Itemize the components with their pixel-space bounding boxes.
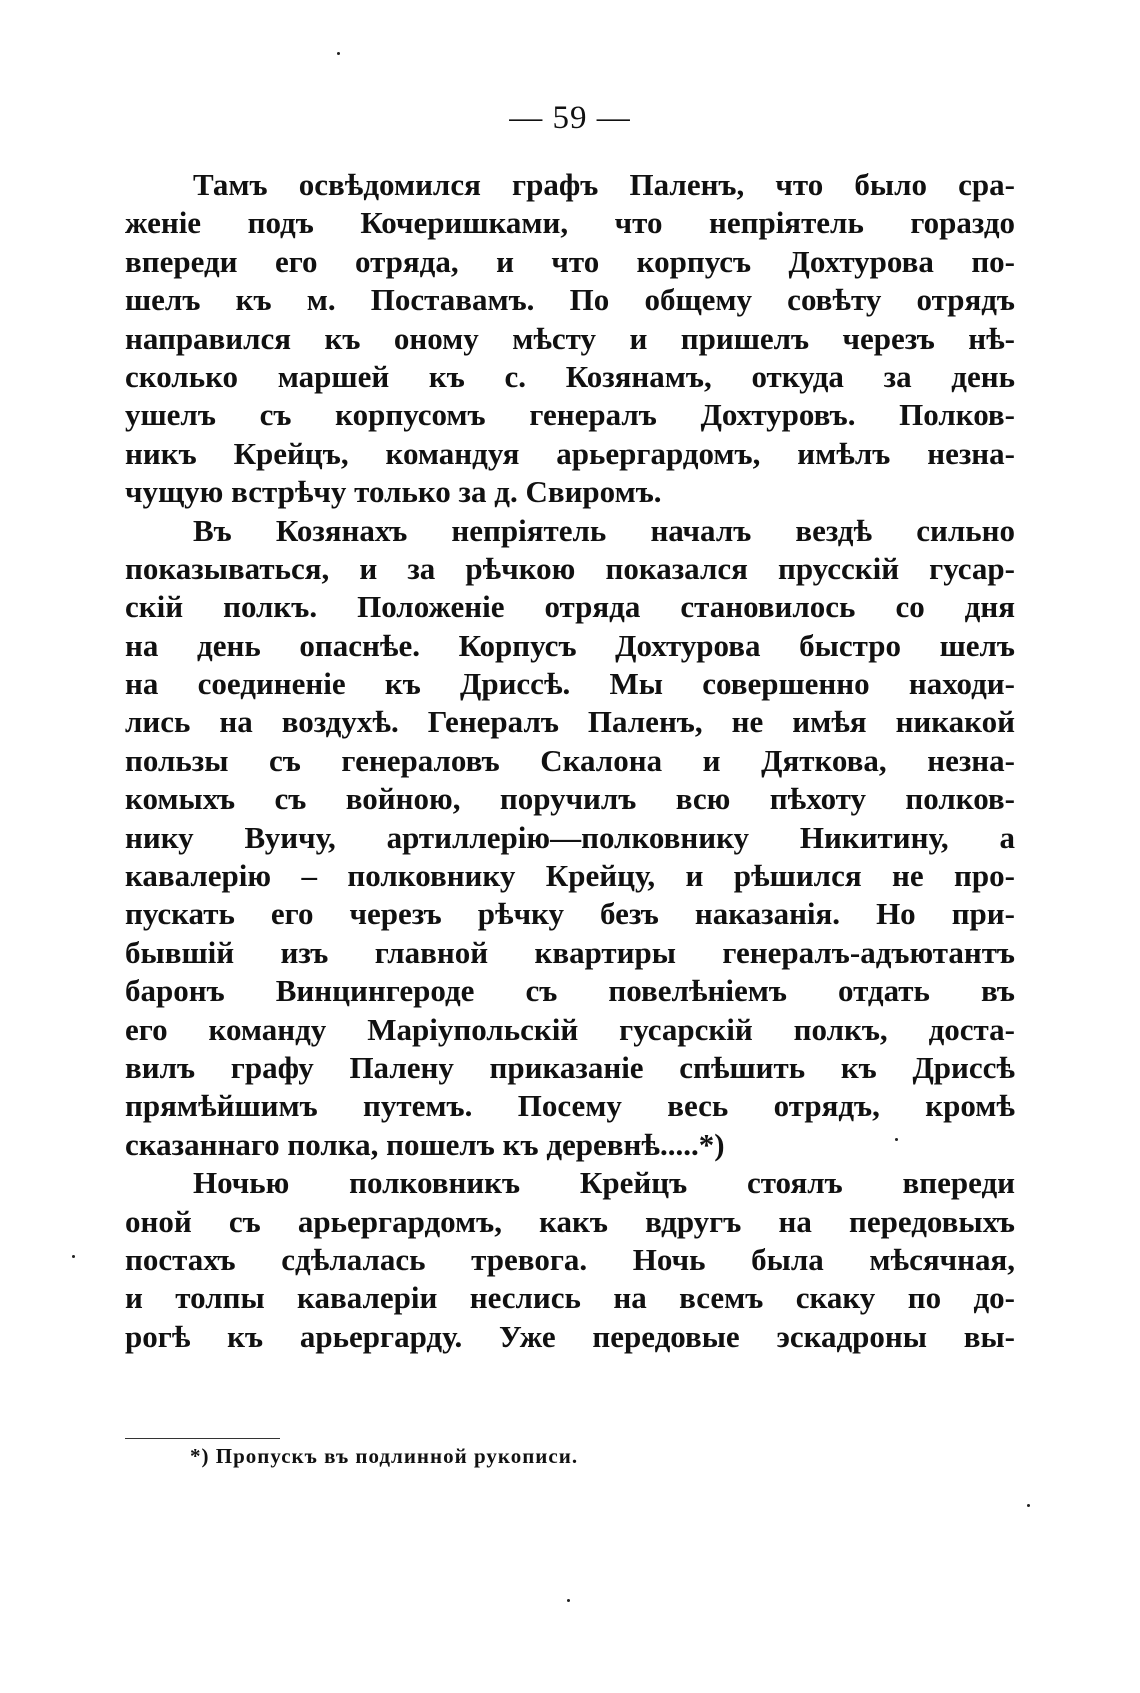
text-line: ушелъ съ корпусомъ генералъ Дохтуровъ. Полков- — [125, 397, 1015, 433]
text-line: баронъ Винцингероде съ повелѣніемъ отдать въ — [125, 973, 1015, 1009]
text-line: чущую встрѣчу только за д. Свиромъ. — [125, 474, 662, 510]
text-line: на день опаснѣе. Корпусъ Дохтурова быстро шелъ — [125, 627, 1015, 663]
text-line: постахъ сдѣлалась тревога. Ночь была мѣсячная, — [125, 1241, 1015, 1277]
footnote-divider — [125, 1438, 280, 1439]
text-line: скій полкъ. Положеніе отряда становилось со дня — [125, 589, 1015, 625]
text-line: сказаннаго полка, пошелъ къ деревнѣ.....*) — [125, 1126, 725, 1162]
footnote: *) Пропускъ въ подлинной рукописи. — [190, 1444, 579, 1468]
text-line: комыхъ съ войною, поручилъ всю пѣхоту полков- — [125, 781, 1015, 817]
text-line: прямѣйшимъ путемъ. Посему весь отрядъ, кромѣ — [125, 1088, 1015, 1124]
text-line: кавалерію – полковнику Крейцу, и рѣшился не про- — [125, 858, 1015, 894]
text-line: Ночью полковникъ Крейцъ стоялъ впереди — [193, 1165, 1015, 1201]
text-line: Тамъ освѣдомился графъ Паленъ, что было сра- — [193, 167, 1015, 202]
text-line: рогѣ къ арьергарду. Уже передовые эскадроны вы- — [125, 1318, 1015, 1354]
text-line: оной съ арьергардомъ, какъ вдругъ на передовыхъ — [125, 1203, 1015, 1239]
paper-speck — [1027, 1504, 1030, 1507]
text-line: никъ Крейцъ, командуя арьергардомъ, имѣлъ незна- — [125, 435, 1015, 471]
text-line: его команду Маріупольскій гусарскій полкъ, доста- — [125, 1011, 1015, 1047]
text-line: на соединеніе къ Дриссѣ. Мы совершенно находи- — [125, 666, 1015, 702]
text-line: пользы съ генераловъ Скалона и Дяткова, незна- — [125, 742, 1015, 778]
text-line: женіе подъ Кочеришками, что непріятель гораздо — [125, 205, 1015, 241]
text-line: пускать его черезъ рѣчку безъ наказанія. Но при- — [125, 896, 1015, 932]
text-line: шелъ къ м. Поставамъ. По общему совѣту отрядъ — [125, 282, 1015, 318]
text-line: нику Вуичу, артиллерію—полковнику Никитину, а — [125, 819, 1015, 855]
text-line: впереди его отряда, и что корпусъ Дохтурова по- — [125, 243, 1015, 279]
paper-speck — [567, 1599, 570, 1602]
paper-speck — [72, 1255, 75, 1258]
text-line: лись на воздухѣ. Генералъ Паленъ, не имѣя никакой — [125, 704, 1015, 740]
text-line: сколько маршей къ с. Козянамъ, откуда за день — [125, 358, 1015, 394]
body-text — [125, 166, 1015, 1356]
text-line: вилъ графу Палену приказаніе спѣшить къ Дриссѣ — [125, 1049, 1015, 1085]
text-line: и толпы кавалеріи неслись на всемъ скаку по до- — [125, 1280, 1015, 1316]
paper-speck — [337, 52, 340, 55]
text-line: показываться, и за рѣчкою показался прусскій гусар- — [125, 550, 1015, 586]
text-line: бывшій изъ главной квартиры генералъ-адъютантъ — [125, 934, 1015, 970]
text-line: направился къ оному мѣсту и пришелъ черезъ нѣ- — [125, 320, 1015, 356]
paper-speck — [895, 1138, 898, 1141]
text-line: Въ Козянахъ непріятель началъ вездѣ сильно — [193, 512, 1015, 548]
page-number: — 59 — — [509, 100, 631, 136]
